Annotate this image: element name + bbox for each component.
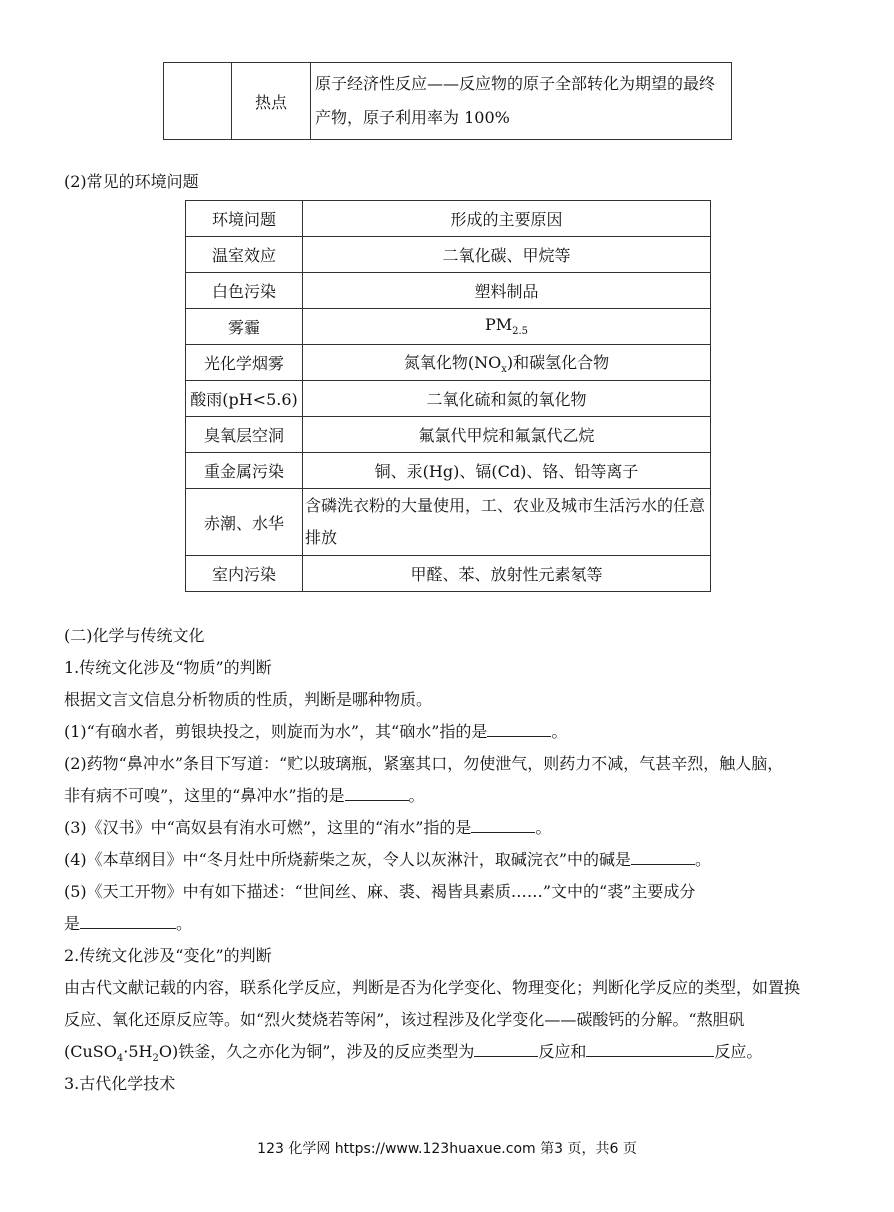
nox-subscript: x — [501, 364, 507, 376]
punct: 。 — [551, 722, 568, 741]
env-cause: 塑料制品 — [303, 273, 711, 309]
question-3 — [64, 816, 551, 840]
env-cause — [303, 345, 711, 381]
table-row — [186, 417, 711, 453]
table-row — [186, 381, 711, 417]
table-row — [186, 453, 711, 489]
table-row — [186, 556, 711, 592]
env-issue: 温室效应 — [186, 237, 303, 273]
formula-subscript: 2 — [152, 1053, 159, 1065]
page-footer: 123 化学网 https://www.123huaxue.com 第3 页，共6 页 — [257, 1141, 637, 1157]
env-issue: 重金属污染 — [186, 453, 303, 489]
env-header-issue: 环境问题 — [186, 201, 303, 237]
answer-blank[interactable] — [631, 848, 695, 865]
answer-blank[interactable] — [487, 720, 551, 737]
pm-subscript: 2.5 — [512, 326, 529, 338]
question-1 — [64, 720, 567, 744]
section-heading: (二)化学与传统文化 — [64, 626, 205, 645]
nox-tail: )和碳氢化合物 — [506, 352, 610, 372]
env-issue: 酸雨(pH<5.6) — [186, 381, 303, 417]
paragraph — [64, 1040, 762, 1071]
env-heading: (2)常见的环境问题 — [64, 172, 199, 191]
env-issue: 臭氧层空洞 — [186, 417, 303, 453]
question-2-line1: (2)药物“鼻冲水”条目下写道：“贮以玻璃瓶，紧塞其口，勿使泄气，则药力不减，气甚辛烈，触人脑， — [64, 754, 784, 773]
nox-text: 氮氧化物(NO — [403, 352, 502, 372]
paragraph: 反应、氧化还原反应等。如“烈火焚烧若等闲”，该过程涉及化学变化——碳酸钙的分解。“熬胆矾 — [64, 1010, 745, 1029]
punct: 。 — [695, 850, 712, 869]
question-text: 非有病不可嗅”，这里的“鼻冲水”指的是 — [64, 786, 345, 805]
env-issue: 室内污染 — [186, 556, 303, 592]
top-table-empty-cell — [164, 63, 232, 140]
env-issue: 光化学烟雾 — [186, 345, 303, 381]
subsection-title: 2.传统文化涉及“变化”的判断 — [64, 946, 272, 965]
env-cause: 二氧化碳、甲烷等 — [303, 237, 711, 273]
env-table — [185, 200, 711, 592]
top-table-label: 热点 — [232, 63, 311, 140]
env-cause — [303, 309, 711, 345]
formula-part: (CuSO — [64, 1042, 117, 1061]
question-text: 反应和 — [538, 1042, 587, 1061]
top-table — [163, 62, 732, 140]
table-row — [186, 201, 711, 237]
env-cause: 含磷洗衣粉的大量使用，工、农业及城市生活污水的任意排放 — [303, 489, 711, 556]
question-5-line1: (5)《天工开物》中有如下描述：“世间丝、麻、裘、褐皆具素质……”文中的“裘”主要成分 — [64, 882, 696, 901]
formula-part: ·5H — [123, 1042, 153, 1061]
env-issue: 雾霾 — [186, 309, 303, 345]
question-5-line2 — [64, 912, 192, 936]
punct: 。 — [408, 786, 425, 805]
table-row — [186, 345, 711, 381]
paragraph: 由古代文献记载的内容，联系化学反应，判断是否为化学变化、物理变化；判断化学反应的类型，如置换 — [64, 978, 801, 997]
question-text: 是 — [64, 914, 81, 933]
formula-subscript: 4 — [116, 1053, 124, 1065]
table-row — [186, 489, 711, 556]
question-4 — [64, 848, 711, 872]
env-cause: 氟氯代甲烷和氟氯代乙烷 — [303, 417, 711, 453]
question-text: O)铁釜，久之亦化为铜”，涉及的反应类型为 — [158, 1042, 475, 1061]
env-issue: 赤潮、水华 — [186, 489, 303, 556]
top-table-text: 原子经济性反应——反应物的原子全部转化为期望的最终产物，原子利用率为 100% — [311, 63, 732, 140]
punct: 。 — [176, 914, 193, 933]
env-cause: 二氧化硫和氮的氧化物 — [303, 381, 711, 417]
question-2-line2 — [64, 784, 425, 808]
answer-blank[interactable] — [80, 912, 176, 929]
env-cause: 甲醛、苯、放射性元素氡等 — [303, 556, 711, 592]
question-text: (1)“有硇水者，剪银块投之，则旋而为水”，其“硇水”指的是 — [64, 722, 488, 741]
subsection-title: 3.古代化学技术 — [64, 1074, 176, 1093]
answer-blank[interactable] — [586, 1040, 714, 1057]
table-row — [186, 309, 711, 345]
env-cause: 铜、汞(Hg)、镉(Cd)、铬、铅等离子 — [303, 453, 711, 489]
env-issue: 白色污染 — [186, 273, 303, 309]
table-row — [186, 273, 711, 309]
paragraph: 根据文言文信息分析物质的性质，判断是哪种物质。 — [64, 690, 433, 709]
env-header-cause: 形成的主要原因 — [303, 201, 711, 237]
punct: 。 — [535, 818, 552, 837]
question-text: (4)《本草纲目》中“冬月灶中所烧薪柴之灰，令人以灰淋汁，取碱浣衣”中的碱是 — [64, 850, 632, 869]
answer-blank[interactable] — [345, 784, 409, 801]
answer-blank[interactable] — [471, 816, 535, 833]
answer-blank[interactable] — [474, 1040, 538, 1057]
question-text: 反应。 — [714, 1042, 763, 1061]
question-text: (3)《汉书》中“高奴县有洧水可燃”，这里的“洧水”指的是 — [64, 818, 472, 837]
pm-text: PM — [484, 315, 513, 335]
table-row — [186, 237, 711, 273]
subsection-title: 1.传统文化涉及“物质”的判断 — [64, 658, 272, 677]
